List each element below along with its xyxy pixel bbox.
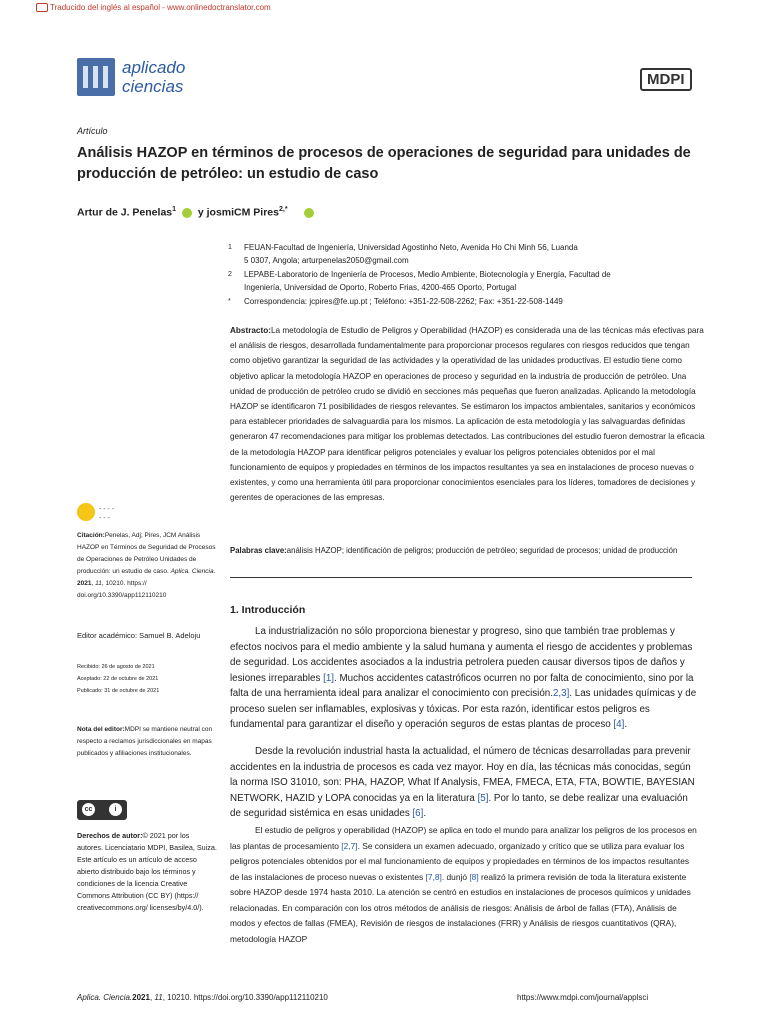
journal-name-line2: ciencias: [122, 77, 184, 96]
logo-column: [103, 66, 108, 88]
date-received: Recibido: 26 de agosto de 2021: [77, 664, 155, 670]
keywords: [230, 545, 710, 557]
copyright-label: Derechos de autor:: [77, 831, 143, 840]
affiliation-number: *: [228, 298, 231, 305]
reference-link[interactable]: [8]: [469, 871, 479, 882]
note-text: MDPI se mantiene neutral con respecto a reclamos jurisdiccionales en mapas publicados y afiliaciones institucionales.: [77, 726, 213, 757]
reference-link[interactable]: [1]: [323, 672, 335, 684]
affiliation-text: 5 0307, Angola; arturpenelas2050@gmail.com: [244, 256, 409, 265]
affiliation-1: [230, 241, 710, 267]
footer-journal: Aplica. Ciencia.: [77, 993, 133, 1002]
reference-link[interactable]: [7,8]: [425, 871, 442, 882]
text-span: . Se considera un examen adecuado, organizado y crítico que se utiliza para evaluar los peligros potenciales obtenidos por el mal funcionamiento de equipos y propiedades en términos de los impactos resultantes de las instalaciones de proceso nuevas o existentes: [230, 840, 690, 882]
section-divider: [230, 577, 692, 578]
footer-journal-url[interactable]: https://www.mdpi.com/journal/applsci: [517, 993, 649, 1002]
abstract-label: Abstracto:: [230, 326, 271, 335]
affiliation-number: 2: [228, 271, 232, 278]
reference-link[interactable]: [5]: [477, 792, 489, 804]
affiliation-text: FEUAN-Facultad de Ingeniería, Universidad Agostinho Neto, Avenida Ho Chi Minh 56, Luanda: [244, 243, 578, 252]
correspondence: [230, 295, 710, 308]
reference-link[interactable]: [4]: [613, 719, 625, 730]
translator-banner[interactable]: [36, 3, 271, 12]
check-label-line: - - -: [99, 515, 110, 522]
correspondence-text[interactable]: Correspondencia: jcpires@fe.up.pt ; Teléfono: +351-22-508-2262; Fax: +351-22-508-1449: [244, 297, 563, 306]
text-span: . Muchos accidentes catastróficos ocurren no por falta de conocimiento, sino por la falta de una herramienta ideal para analizar el conocimiento con precisión.: [230, 672, 694, 699]
reference-link[interactable]: [6]: [412, 808, 424, 819]
copyright-text: © 2021 por los autores. Licenciatario MDPI, Basilea, Suiza. Este artículo es un artículo de acceso abierto distribuido bajo los términos y condiciones de la licencia Creative Commons Attribution (CC BY) (https:// creativecommons.org/ licenses/by/4.0/).: [77, 831, 217, 912]
intro-paragraph-2: [230, 744, 700, 822]
date-published: Publicado: 31 de octubre de 2021: [77, 688, 160, 694]
dates-block: [77, 661, 217, 697]
affiliation-2: [230, 268, 710, 294]
citation-label: Citación:: [77, 532, 105, 539]
keywords-text: análisis HAZOP; identificación de peligros; producción de petróleo; seguridad de procesos; unidad de producción: [286, 546, 678, 555]
text-span: La industrialización no sólo proporciona bienestar y progreso, sino que también trae problemas y efectos nocivos para el medio ambiente y la salud humana y aumenta el riesgo de accidentes y problemas de seguridad. Los accidentes asociados a la industria petrolera pueden causar diversos tipos de daños y lesiones irreparables: [230, 626, 693, 684]
publisher-logo: MDPI: [640, 68, 692, 91]
reference-link[interactable]: [2,7]: [341, 840, 358, 851]
check-updates-icon[interactable]: [77, 503, 95, 521]
author-name: y josmiCM Pires: [197, 206, 279, 219]
section-heading: 1. Introducción: [230, 604, 306, 616]
check-label-line: - - - -: [99, 506, 115, 513]
publisher-note: [77, 724, 217, 760]
author-list: [77, 206, 317, 219]
citation-text: Penelas, Adj; Pires, JCM Análisis HAZOP en Términos de Seguridad de Procesos de Operaciones de Petróleo Unidades de producción: un estudio de caso.: [77, 532, 216, 575]
academic-editor: Editor académico: Samuel B. Adeloju: [77, 631, 201, 640]
orcid-icon[interactable]: [182, 208, 192, 218]
author-sup: 2,*: [279, 206, 288, 213]
abstract: [230, 323, 710, 505]
intro-paragraph-3: [230, 823, 700, 947]
article-title: Análisis HAZOP en términos de procesos de operaciones de seguridad para unidades de producción de petróleo: un estudio de caso: [77, 145, 691, 182]
journal-logo-icon: [77, 58, 115, 96]
text-span: . Las unidades químicas y de proceso suelen ser inflamables, explosivas y tóxicas. Por esta razón, identificar estos peligros es fundamental para garantizar el diseño y operación seguros de estas plantas de proceso: [230, 688, 697, 730]
author-sup: 1: [172, 206, 177, 213]
intro-paragraph-1: [230, 624, 700, 733]
affiliation-text: LEPABE-Laboratorio de Ingeniería de Procesos, Medio Ambiente, Biotecnología y Energía, Facultad de: [244, 270, 611, 279]
text-span: .: [423, 808, 427, 819]
by-icon: i: [109, 803, 122, 816]
translator-text: Traducido del inglés al español - www.onlinedoctranslator.com: [50, 3, 271, 12]
citation-volume: 11: [95, 580, 102, 587]
text-span: El estudio de peligros y operabilidad (HAZOP) se aplica en todo el mundo para analizar los peligros de los procesos en las plantas de procesamiento: [230, 825, 697, 851]
citation-block: Citación:Penelas, Adj; Pires, JCM Análisis HAZOP en Términos de Seguridad de Procesos de Operaciones de Petróleo Unidades de producción: un estudio de caso. Aplica. Ciencia. 2021, 11, 10210. https:// doi.org/10.3390/app112110210: [77, 532, 216, 599]
logo-column: [93, 66, 98, 88]
check-updates-label[interactable]: [99, 505, 114, 523]
affiliation-number: 1: [228, 244, 232, 251]
article-type: Artículo: [77, 126, 108, 136]
footer-citation: Aplica. Ciencia.2021, 11, 10210. https://doi.org/10.3390/app112110210: [77, 993, 328, 1002]
journal-name: [122, 58, 185, 96]
text-span: . dunjó: [441, 871, 470, 882]
citation-year: 2021: [77, 580, 92, 587]
text-span: .: [624, 719, 628, 730]
text-span: realizó la primera revisión de toda la literatura existente sobre HAZOP desde 1974 hasta 2010. La atención se centró en estudios en instalaciones de procesos químicos y unidades relacionadas. En comparación con los otros métodos de análisis de riesgos: Análisis de árbol de fallas (FTA), Análisis de modos y efectos de fallas (FMEA), Revisión de riesgos de instalaciones (FRR) y Análisis de riesgos cuantitativos (QRA), metodología HAZOP: [230, 871, 691, 944]
keywords-label: Palabras clave:: [230, 546, 287, 555]
citation-doi[interactable]: , 10210. https:// doi.org/10.3390/app112110210: [77, 580, 167, 599]
text-span: . Por lo tanto, se debe realizar una evaluación de seguridad sistémica en esas unidades: [230, 792, 688, 819]
copyright-block: [77, 830, 217, 914]
author-name: Artur de J. Penelas: [77, 206, 173, 219]
text-span: Desde la revolución industrial hasta la actualidad, el número de técnicas desarrolladas para prevenir accidentes en la industria de procesos es cada vez mayor. Hoy en día, las técnicas más conocidas, según la norma ISO 31010, son: PHA, HAZOP, What If Analysis, FMEA, FMECA, ETA, FTA, BOWTIE, BAYESIAN NETWORK, HAZID y LOPA conocidas ya en la literatura: [230, 746, 695, 804]
logo-column: [83, 66, 88, 88]
cc-by-license-icon[interactable]: [77, 800, 127, 820]
abstract-text: La metodología de Estudio de Peligros y Operabilidad (HAZOP) es considerada una de las técnicas más efectivas para el análisis de riesgos, desarrollada fundamentalmente para proporcionar procesos regulares con riesgos reducidos que tengan como objetivo garantizar la seguridad de las actividades y la operatividad de las unidades productivas. El estudio tiene como objetivo aplicar la metodología HAZOP en operaciones de proceso y seguridad en la industria de producción de petróleo. Una unidad de producción de petróleo crudo se dividió en secciones más pequeñas que fueron analizadas. Aplicando la metodología HAZOP se identificaron 71 posibilidades de riesgos relevantes. Se estimaron los impactos ambientales, sanitarios y económicos para establecer prioridades de salvaguardia para los mismos. La aplicación de esta metodología y las salvaguardas definidas generaron 47 recomendaciones para mitigar los problemas detectados. Las contribuciones del estudio fueron demostrar la eficacia de la metodología HAZOP para identificar peligros potenciales y evaluar los peligros potenciales obtenidos por el mal funcionamiento de equipos y propiedades en términos de los impactos resultantes ya sea en instalaciones de proceso nuevas o existentes, y como una herramienta útil para proporcionar conocimientos esenciales para los líderes, tomadores de decisiones y gerentes de operaciones de las empresas.: [230, 326, 705, 503]
orcid-icon[interactable]: [304, 208, 314, 218]
cc-icon: cc: [82, 803, 95, 816]
reference-link[interactable]: 2,3]: [552, 688, 570, 699]
note-label: Nota del editor:: [77, 726, 125, 733]
citation-journal: Aplica. Ciencia.: [170, 568, 216, 575]
affiliation-text: Ingeniería, Universidad de Oporto, Roberto Frias, 4200-465 Oporto, Portugal: [244, 283, 517, 292]
date-accepted: Aceptado: 22 de octubre de 2021: [77, 676, 159, 682]
footer-volume: 11: [154, 993, 163, 1002]
footer-year: 2021: [132, 993, 150, 1002]
translate-icon: [36, 3, 48, 12]
journal-name-line1: aplicado: [122, 58, 186, 77]
footer-doi[interactable]: , 10210. https://doi.org/10.3390/app112110210: [162, 993, 328, 1002]
